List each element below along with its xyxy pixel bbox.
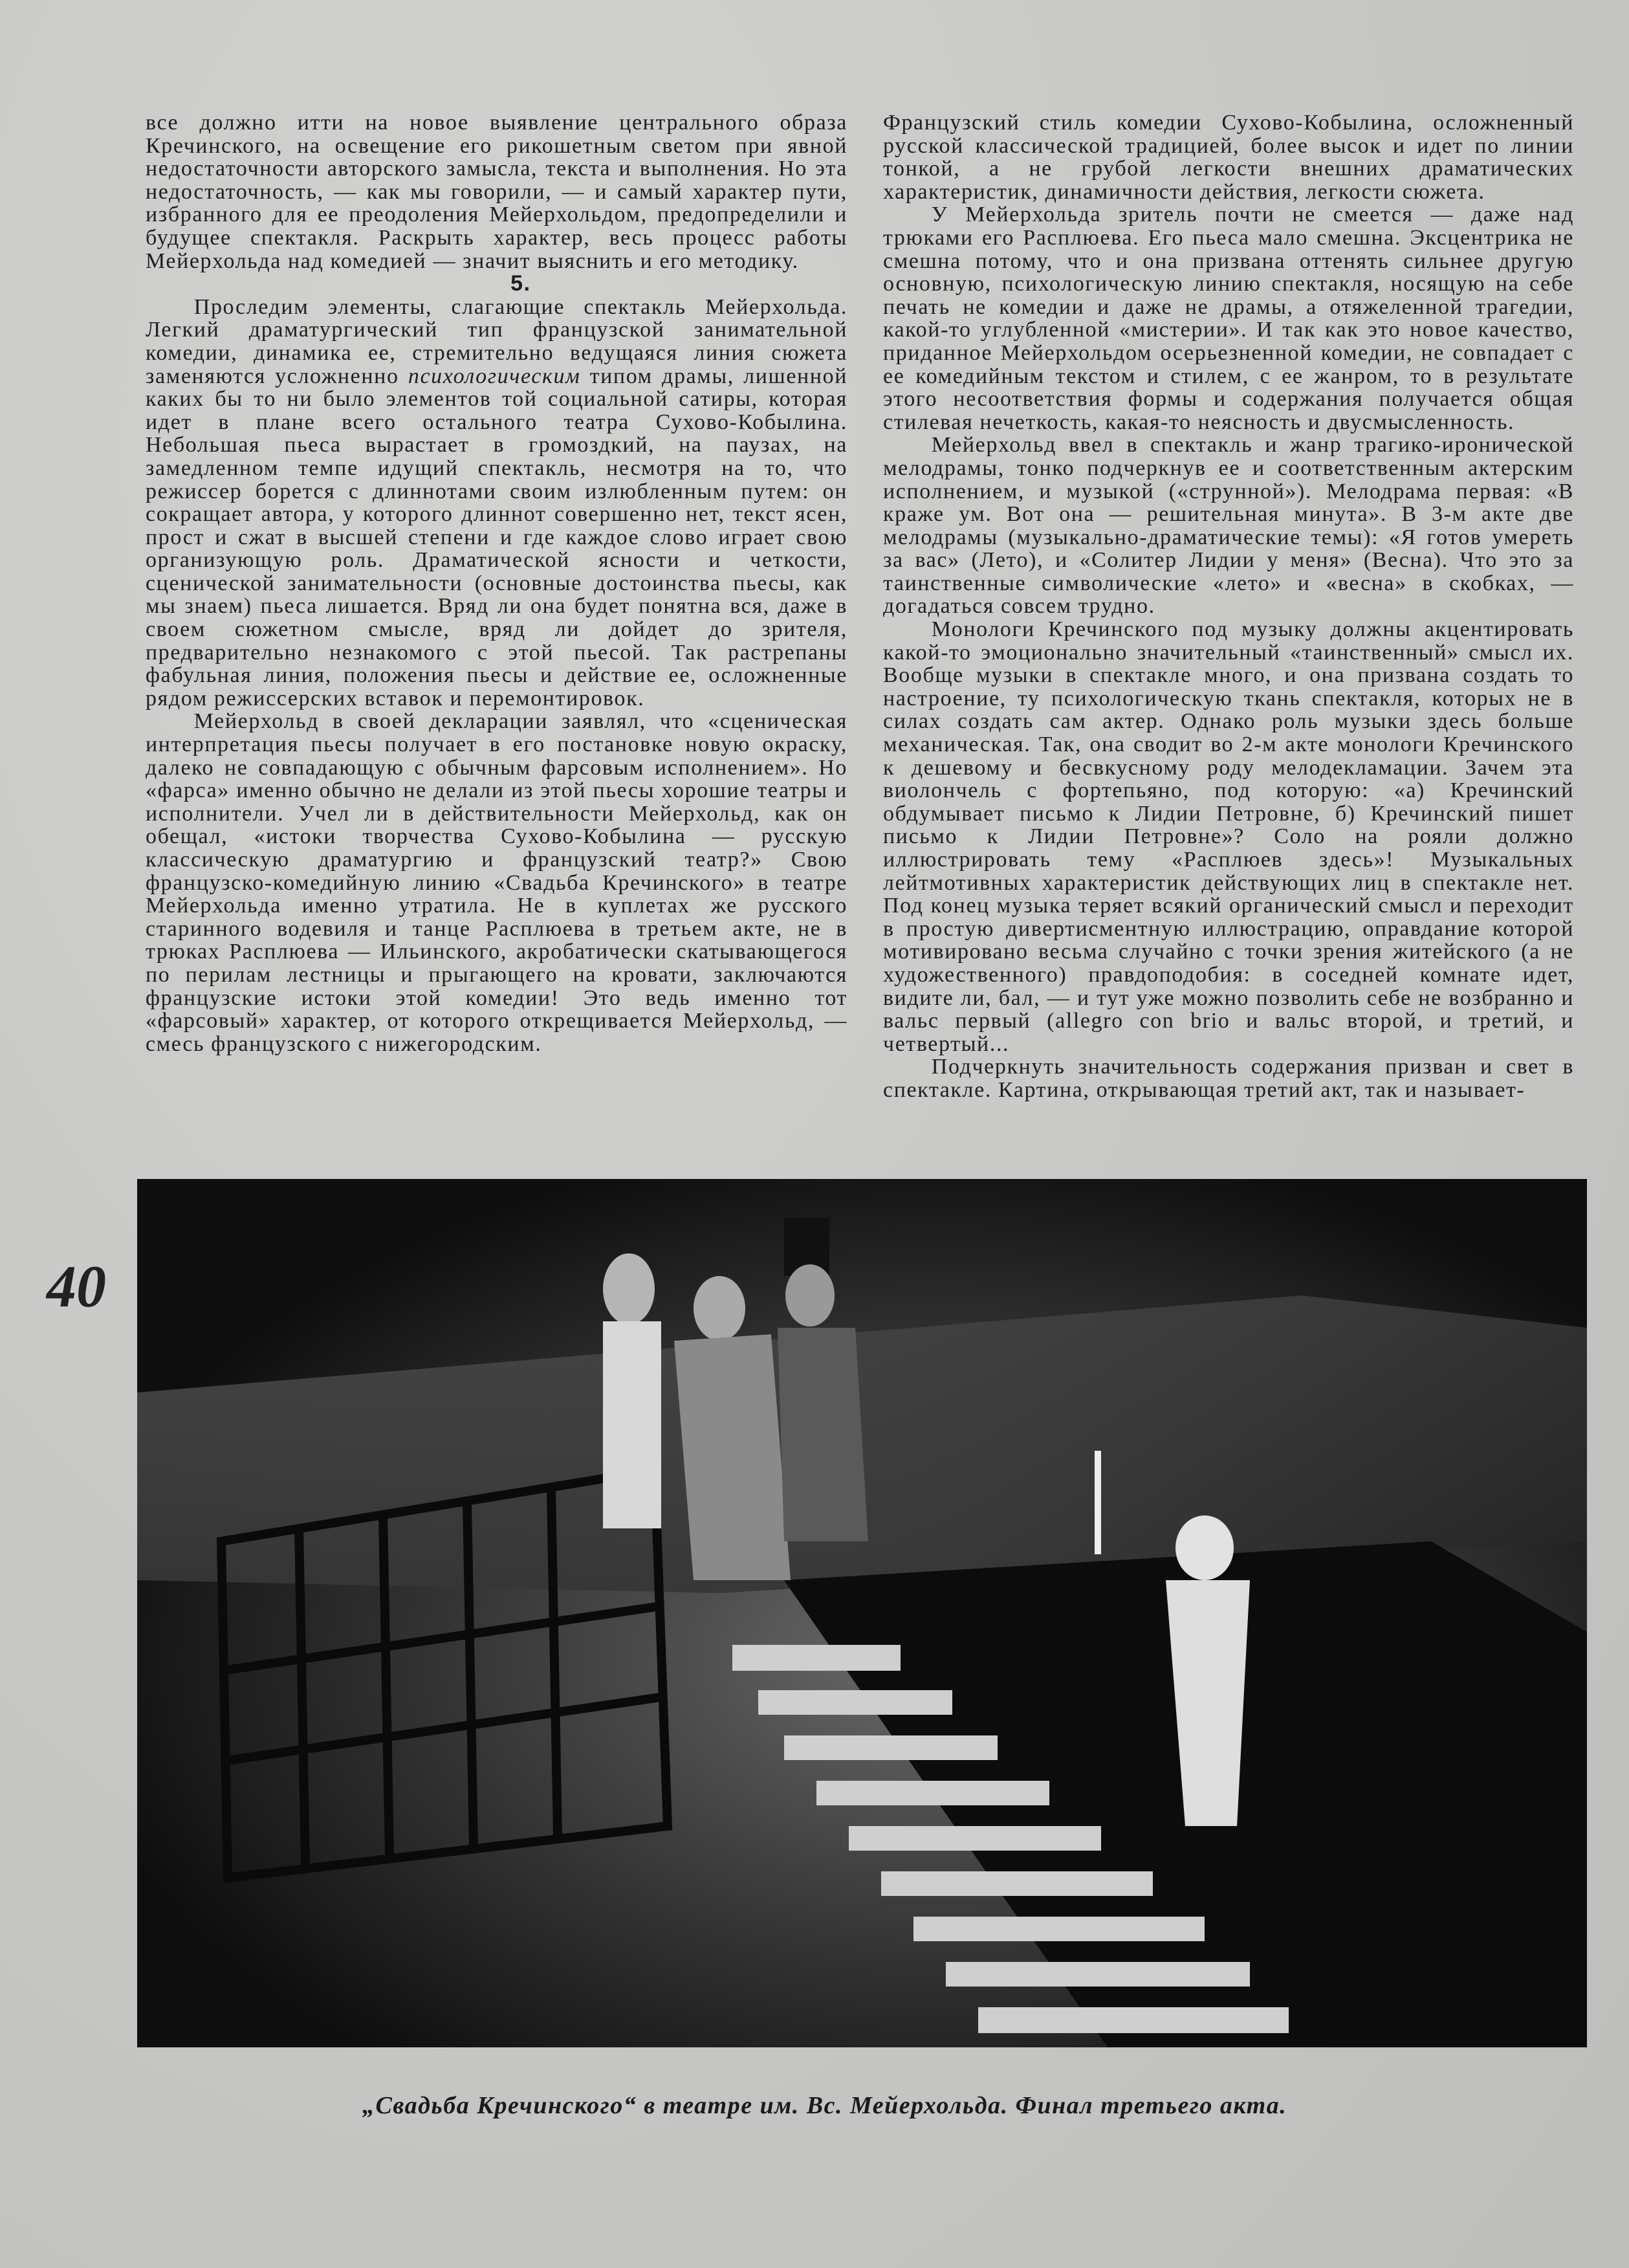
paragraph: У Мейерхольда зритель почти не смеется — даже над трюками его Расплюева. Его пьеса мало смешна. Эксцентрика не смешна потому, что и она призвана оттенять сильнее другую основную, психологическую линию спектакля, носящую на себе печать не комедии и даже не драмы, а отяжеленной трагедии, какой-то углубленной «мистерии». И так как это новое качество, приданное Мейерхольдом осерьезненной комедии, не совпадает с ее комедийным текстом и стилем, с ее жанром, то в результате этого несоответствия формы и содержания получается общая стилевая нечеткость, какая-то неясность и двусмысленность.: [883, 203, 1574, 434]
photo-caption: „Свадьба Кречинского“ в театре им. Вс. Мейерхольда. Финал третьего акта.: [362, 2092, 1287, 2119]
text-run: типом драмы, лишенной каких бы то ни было элементов той социальной сатиры, которая идет в плане всего остального театра Сухово-Кобылина. Небольшая пьеса вырастает в громоздкий, на паузах, на замедленном темпе идущий спектакль, несмотря на то, что режиссер борется с длиннотами своим излюбленным путем: он сокращает автора, у которого длиннот совершенно нет, текст ясен, прост и сжат в высшей степени и где каждое слово играет свою организующую роль. Драматической ясности и четкости, сценической занимательности (основные достоинства пьесы, как мы знаем) пьеса лишается. Вряд ли она будет понятна вся, даже в своем сюжетном смысле, вряд ли дойдет до зрителя, предварительно незнакомого с этой пьесой. Так растрепаны фабульная линия, положения пьесы и действие ее, осложненные рядом режиссерских вставок и перемонтировок.: [146, 364, 847, 710]
paragraph: все должно итти на новое выявление центрального образа Кречинского, на освещение его рикошетным светом при явной недостаточности авторского замысла, текста и выполнения. Но эта недостаточность, — как мы говорили, — и самый характер пути, избранного для ее преодоления Мейерхольдом, предопределили и будущее спектакля. Раскрыть характер, весь процесс работы Мейерхольда над комедией — значит выяснить и его методику.: [146, 111, 847, 273]
italic-emphasis: психологическим: [408, 364, 581, 388]
stage-photograph: [137, 1179, 1587, 2047]
left-text-column: [146, 111, 847, 1055]
photo-illustration: [137, 1179, 1587, 2047]
right-text-column: [883, 111, 1574, 1102]
paragraph: [146, 296, 847, 710]
paragraph: Мейерхольд ввел в спектакль и жанр трагико-иронической мелодрамы, тонко подчеркнув ее и соответственным актерским исполнением, и музыкой («струнной»). Мелодрама первая: «В краже ум. Вот она — решительная минута». В 3-м акте две мелодрамы (музыкально-драматические темы): «Я готов умереть за вас» (Лето), и «Солитер Лидии у меня» (Весна). Что это за таинственные символические «лето» и «весна» в скобках, — догадаться совсем трудно.: [883, 433, 1574, 619]
paragraph: Мейерхольд в своей декларации заявлял, что «сценическая интерпретация пьесы получает в его постановке новую окраску, далеко не совпадающую с обычным фарсовым исполнением». Но «фарса» именно обычно не делали из этой пьесы хорошие театры и исполнители. Учел ли в действительности Мейерхольд, как он обещал, «истоки творчества Сухово-Кобылина — русскую классическую драматургию и французский театр?» Свою французско-комедийную линию «Свадьба Кречинского» в театре Мейерхольда именно утратила. Не в куплетах же русского старинного водевиля и танце Расплюева в третьем акте, не в трюках Расплюева — Ильинского, акробатически скатывающегося по перилам лестницы и прыгающего на кровати, заключаются французские истоки этой комедии! Это ведь именно тот «фарсовый» характер, от которого открещивается Мейерхольд, — смесь французского с нижегородским.: [146, 709, 847, 1056]
text-run: Проследим элементы, слагающие спектакль Мейерхольда. Легкий драматургический тип французской занимательной комедии, динамика ее, стремительно ведущаяся линия сюжета заменяются усложненно: [146, 294, 847, 388]
page-number: 40: [47, 1253, 106, 1319]
paragraph: Монологи Кречинского под музыку должны акцентировать какой-то эмоционально значительный «таинственный» смысл их. Вообще музыки в спектакле много, и она призвана создать то настроение, ту психологическую ткань спектакля, которых не в силах создать сам актер. Однако роль музыки здесь больше механическая. Так, она сводит во 2-м акте монологи Кречинского к дешевому и бесвкусному роду мелодекламации. Зачем эта виолончель с фортепьяно, под которую: «а) Кречинский обдумывает письмо к Лидии Петровне, б) Кречинский пишет письмо к Лидии Петровне»? Соло на рояли должно иллюстрировать тему «Расплюев здесь»! Музыкальных лейтмотивных характеристик действующих лиц в спектакле нет. Под конец музыка теряет всякий органический смысл и переходит в простую дивертисментную иллюстрацию, оправдание которой мотивировано весьма случайно с точки зрения житейского (а не художественного) правдоподобия: в соседней комнате идет, видите ли, бал, — и тут уже можно позволить себе не возбранно и вальс первый (allegro con brio и вальс второй, и третий, и четвертый...: [883, 617, 1574, 1056]
paragraph: Французский стиль комедии Сухово-Кобылина, осложненный русской классической традицией, более высок и идет по линии тонкой, а не грубой легкости внешних драматических характеристик, динамичности действия, легкости сюжета.: [883, 111, 1574, 204]
section-heading: 5.: [510, 271, 531, 296]
paragraph: Подчеркнуть значительность содержания призван и свет в спектакле. Картина, открывающая третий акт, так и называет-: [883, 1055, 1574, 1102]
